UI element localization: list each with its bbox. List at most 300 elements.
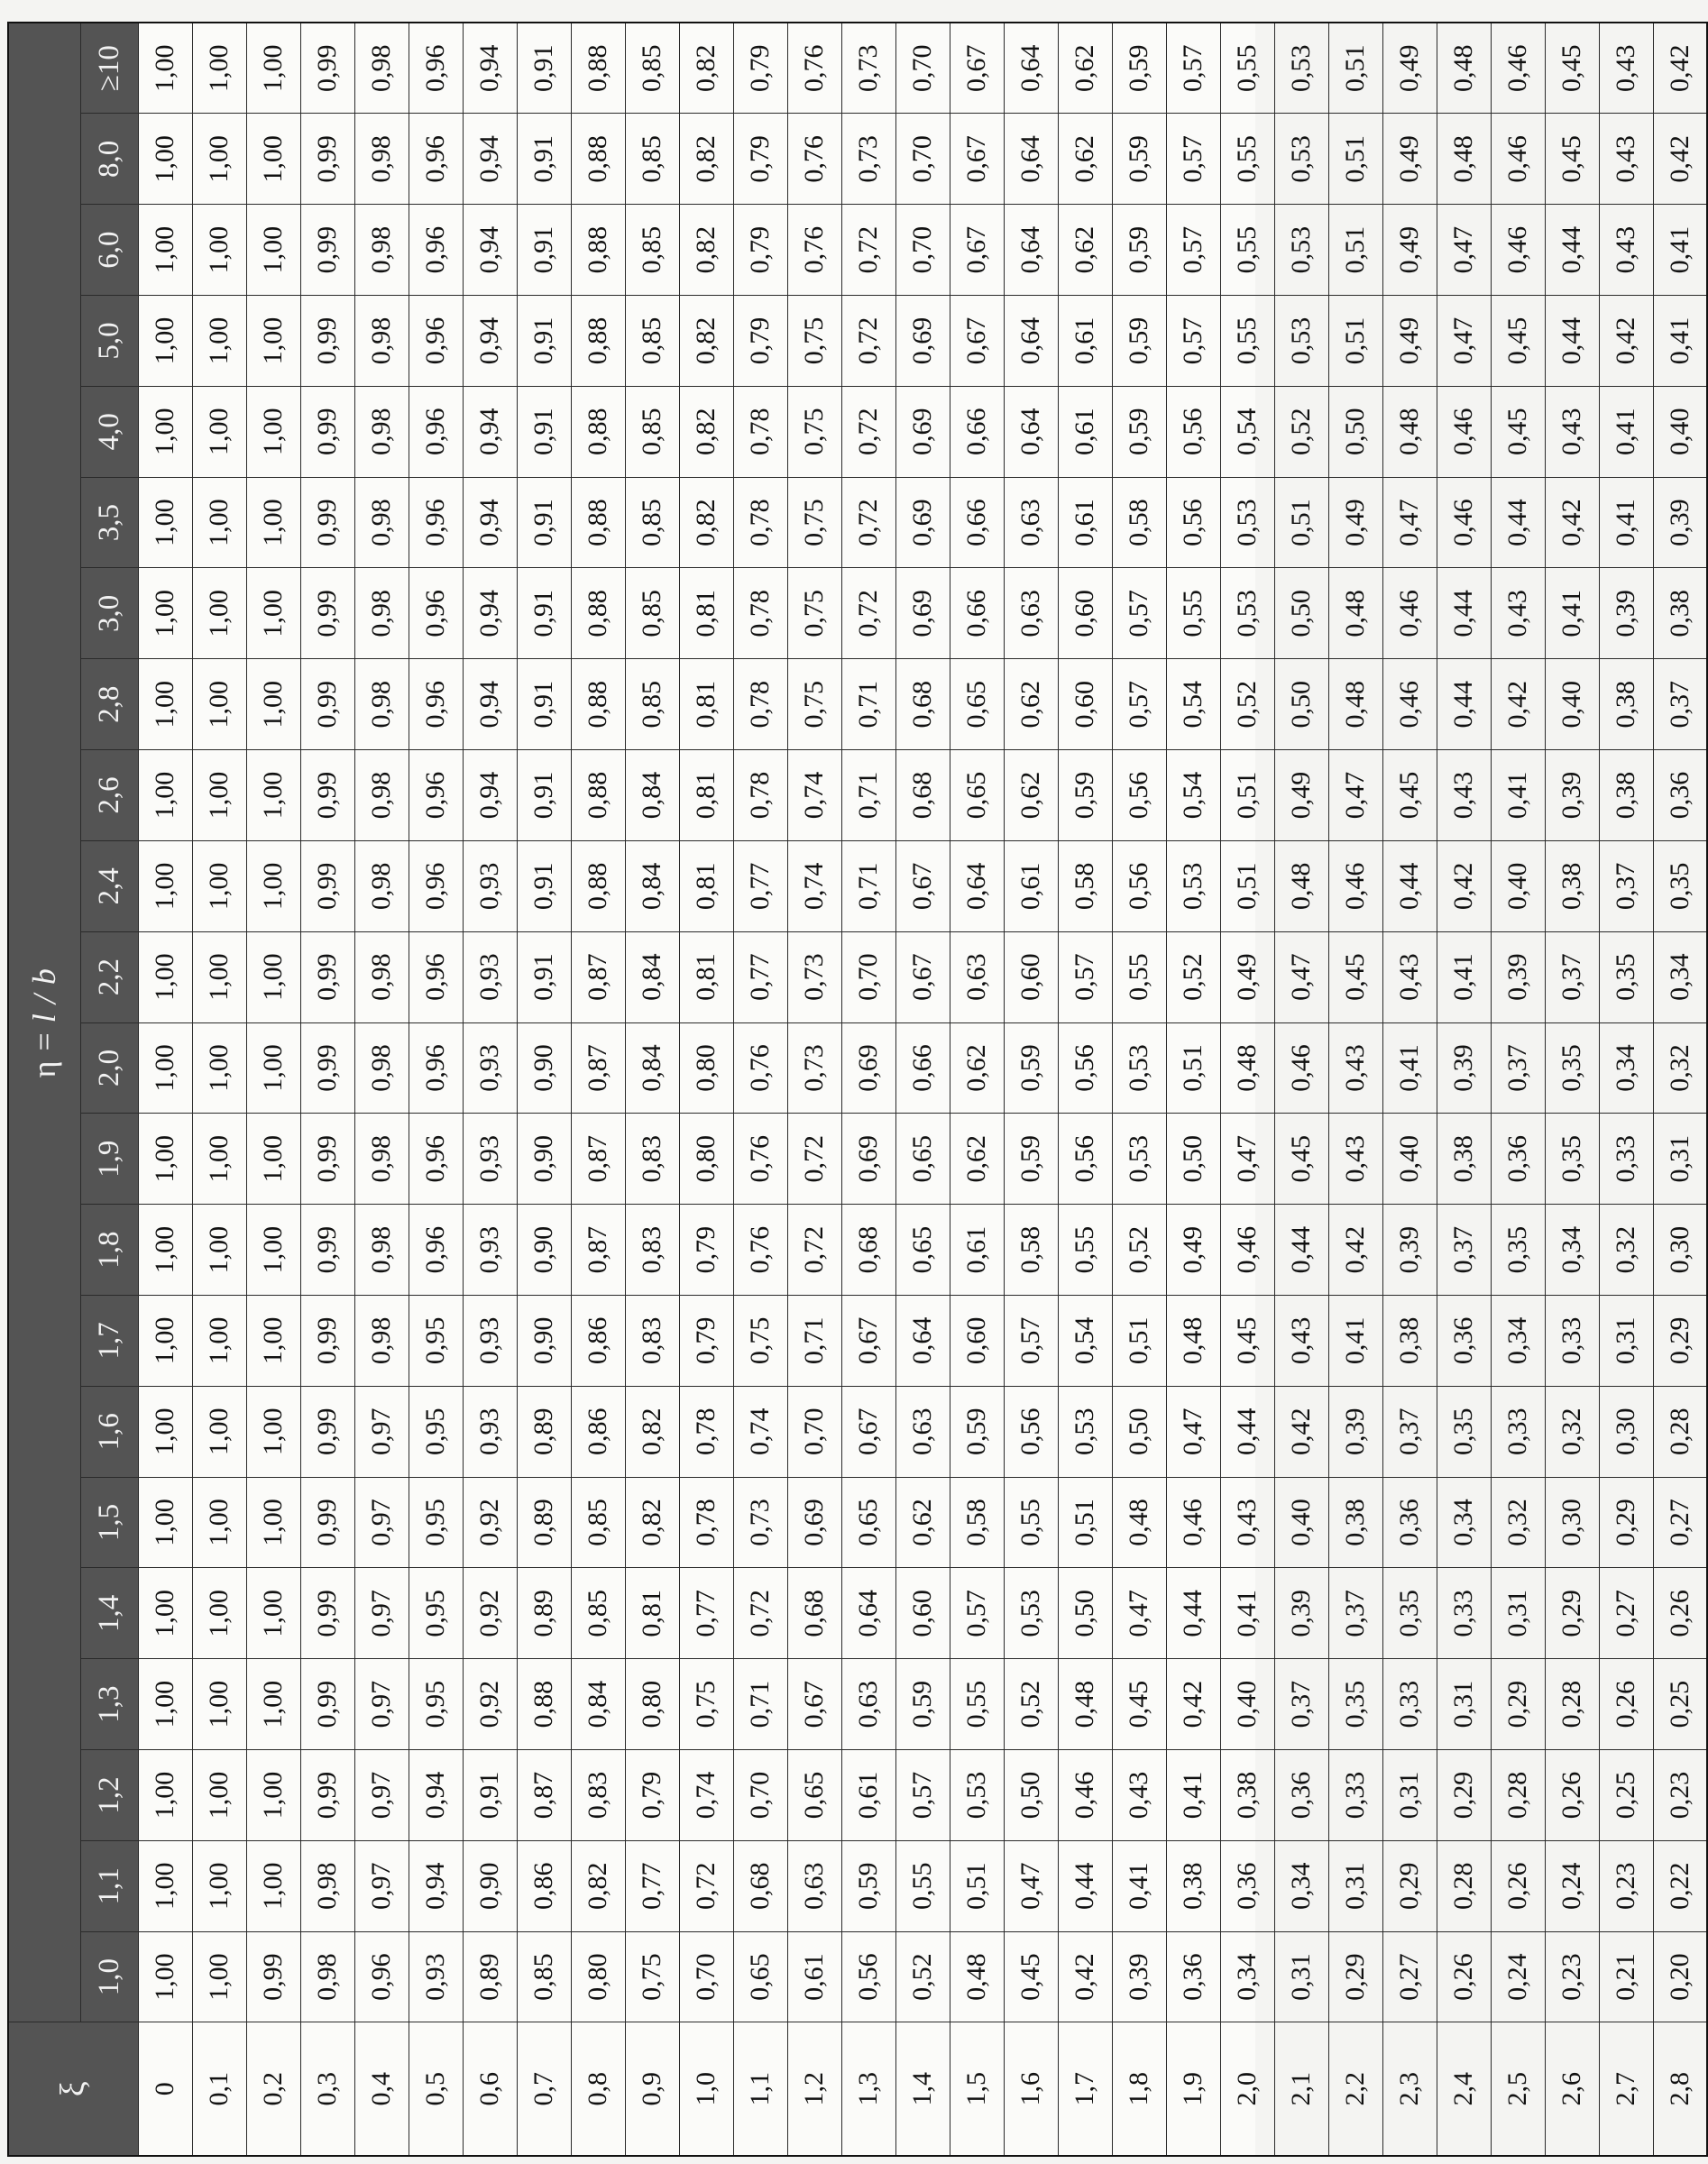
- coefficient-cell: 0,80: [679, 1114, 733, 1205]
- coefficient-cell: 0,70: [895, 205, 950, 296]
- eta-value-header: 1,7: [80, 1296, 138, 1387]
- coefficient-cell: 0,98: [354, 840, 409, 931]
- coefficient-cell: 0,31: [1653, 1114, 1707, 1205]
- coefficient-cell: 0,55: [1220, 296, 1274, 387]
- coefficient-cell: 0,62: [950, 1022, 1004, 1114]
- coefficient-cell: 0,65: [950, 659, 1004, 750]
- coefficient-cell: 0,64: [950, 840, 1004, 931]
- coefficient-cell: 0,64: [895, 1296, 950, 1387]
- coefficient-cell: 0,50: [1004, 1750, 1058, 1841]
- table-row: [1491, 23, 1545, 2156]
- table-row: [1653, 23, 1707, 2156]
- coefficient-cell: 0,93: [463, 840, 517, 931]
- coefficient-cell: 0,47: [1004, 1840, 1058, 1931]
- coefficient-cell: 0,42: [1437, 840, 1491, 931]
- xi-value-cell: 0,4: [354, 2022, 409, 2156]
- coefficient-cell: 0,86: [517, 1840, 571, 1931]
- coefficient-cell: 1,00: [246, 1477, 300, 1568]
- coefficient-cell: 0,68: [733, 1840, 787, 1931]
- coefficient-cell: 0,45: [1545, 114, 1599, 205]
- table-row: [1599, 23, 1653, 2156]
- coefficient-cell: 0,45: [1328, 931, 1382, 1022]
- coefficient-cell: 1,00: [246, 1022, 300, 1114]
- coefficient-cell: 0,44: [1545, 205, 1599, 296]
- coefficient-cell: 0,59: [841, 1840, 895, 1931]
- coefficient-cell: 0,46: [1382, 568, 1437, 659]
- coefficient-cell: 0,47: [1220, 1114, 1274, 1205]
- coefficient-cell: 0,22: [1653, 1840, 1707, 1931]
- coefficient-cell: 0,57: [1112, 568, 1166, 659]
- coefficient-cell: 0,59: [895, 1659, 950, 1750]
- coefficient-cell: 0,94: [463, 205, 517, 296]
- xi-value-cell: 2,3: [1382, 2022, 1437, 2156]
- coefficient-cell: 0,66: [895, 1022, 950, 1114]
- coefficient-cell: 0,89: [517, 1386, 571, 1477]
- coefficient-cell: 0,98: [354, 659, 409, 750]
- coefficient-cell: 0,84: [625, 840, 679, 931]
- coefficient-cell: 0,64: [1004, 386, 1058, 477]
- coefficient-cell: 0,41: [1328, 1296, 1382, 1387]
- coefficient-cell: 0,45: [1004, 1931, 1058, 2022]
- coefficient-cell: 0,78: [679, 1477, 733, 1568]
- coefficient-cell: 0,30: [1545, 1477, 1599, 1568]
- coefficient-cell: 0,98: [354, 750, 409, 841]
- coefficient-cell: 0,57: [1112, 659, 1166, 750]
- coefficient-cell: 1,00: [138, 1205, 192, 1296]
- coefficient-cell: 0,31: [1491, 1568, 1545, 1659]
- coefficient-cell: 0,98: [354, 386, 409, 477]
- coefficient-cell: 0,34: [1653, 931, 1707, 1022]
- coefficient-cell: 0,46: [1166, 1477, 1220, 1568]
- coefficient-cell: 0,37: [1437, 1205, 1491, 1296]
- coefficient-cell: 0,88: [571, 296, 625, 387]
- xi-value-cell: 1,9: [1166, 2022, 1220, 2156]
- coefficient-cell: 0,35: [1382, 1568, 1437, 1659]
- eta-value-header: 1,2: [80, 1750, 138, 1841]
- coefficient-cell: 0,58: [1112, 477, 1166, 568]
- coefficient-cell: 0,64: [1004, 296, 1058, 387]
- coefficient-cell: 0,77: [625, 1840, 679, 1931]
- eta-value-header: 2,0: [80, 1022, 138, 1114]
- table-row: [1382, 23, 1437, 2156]
- coefficient-cell: 0,99: [300, 1296, 354, 1387]
- coefficient-cell: 0,28: [1437, 1840, 1491, 1931]
- coefficient-cell: 0,82: [679, 114, 733, 205]
- xi-value-cell: 0,6: [463, 2022, 517, 2156]
- coefficient-cell: 0,50: [1112, 1386, 1166, 1477]
- coefficient-cell: 1,00: [192, 386, 246, 477]
- coefficient-cell: 0,96: [409, 931, 463, 1022]
- coefficient-cell: 0,30: [1653, 1205, 1707, 1296]
- coefficient-cell: 0,75: [679, 1659, 733, 1750]
- coefficient-cell: 0,23: [1653, 1750, 1707, 1841]
- coefficient-cell: 0,70: [895, 114, 950, 205]
- coefficient-cell: 0,67: [950, 296, 1004, 387]
- coefficient-cell: 0,29: [1328, 1931, 1382, 2022]
- coefficient-cell: 0,53: [1004, 1568, 1058, 1659]
- coefficient-cell: 0,63: [841, 1659, 895, 1750]
- coefficient-cell: 0,50: [1274, 568, 1328, 659]
- coefficient-cell: 0,99: [300, 1477, 354, 1568]
- coefficient-cell: 0,57: [1166, 205, 1220, 296]
- coefficient-cell: 1,00: [192, 1386, 246, 1477]
- coefficient-cell: 0,57: [1166, 296, 1220, 387]
- coefficient-cell: 0,73: [841, 23, 895, 114]
- table-row: [841, 23, 895, 2156]
- eta-formula: l / b: [26, 967, 63, 1023]
- coefficient-cell: 0,72: [841, 296, 895, 387]
- coefficient-cell: 0,99: [300, 1386, 354, 1477]
- coefficient-cell: 0,40: [1545, 659, 1599, 750]
- coefficient-cell: 0,99: [300, 23, 354, 114]
- coefficient-cell: 0,41: [1166, 1750, 1220, 1841]
- coefficient-cell: 0,51: [1328, 296, 1382, 387]
- xi-value-cell: 0,1: [192, 2022, 246, 2156]
- coefficient-cell: 0,88: [571, 205, 625, 296]
- coefficient-cell: 0,52: [1166, 931, 1220, 1022]
- coefficient-cell: 0,98: [354, 568, 409, 659]
- coefficient-cell: 1,00: [246, 659, 300, 750]
- coefficient-cell: 1,00: [138, 1386, 192, 1477]
- eta-value-header: 1,4: [80, 1568, 138, 1659]
- table-row: [679, 23, 733, 2156]
- coefficient-cell: 0,59: [950, 1386, 1004, 1477]
- xi-value-cell: 2,6: [1545, 2022, 1599, 2156]
- coefficient-cell: 0,38: [1599, 659, 1653, 750]
- coefficient-cell: 0,93: [409, 1931, 463, 2022]
- coefficient-cell: 1,00: [192, 1659, 246, 1750]
- xi-value-cell: 1,3: [841, 2022, 895, 2156]
- coefficient-cell: 0,48: [950, 1931, 1004, 2022]
- coefficient-cell: 0,81: [679, 840, 733, 931]
- coefficient-cell: 0,43: [1545, 386, 1599, 477]
- coefficient-cell: 0,41: [1599, 386, 1653, 477]
- coefficient-cell: 0,54: [1166, 659, 1220, 750]
- coefficient-cell: 0,31: [1382, 1750, 1437, 1841]
- coefficient-cell: 0,95: [409, 1296, 463, 1387]
- coefficient-cell: 0,67: [950, 23, 1004, 114]
- coefficient-cell: 0,39: [1382, 1205, 1437, 1296]
- coefficient-cell: 1,00: [192, 659, 246, 750]
- coefficient-cell: 0,71: [841, 659, 895, 750]
- coefficient-cell: 0,72: [787, 1205, 841, 1296]
- coefficient-cell: 1,00: [246, 1568, 300, 1659]
- coefficient-cell: 0,37: [1274, 1659, 1328, 1750]
- coefficient-cell: 0,83: [625, 1296, 679, 1387]
- table-row: [733, 23, 787, 2156]
- coefficient-cell: 0,79: [733, 114, 787, 205]
- coefficient-cell: 0,45: [1491, 386, 1545, 477]
- coefficient-cell: 0,63: [1004, 568, 1058, 659]
- coefficient-cell: 0,38: [1653, 568, 1707, 659]
- coefficient-cell: 0,36: [1437, 1296, 1491, 1387]
- coefficient-cell: 0,23: [1599, 1840, 1653, 1931]
- coefficient-cell: 0,71: [841, 750, 895, 841]
- coefficient-cell: 0,57: [1166, 23, 1220, 114]
- coefficient-cell: 0,74: [733, 1386, 787, 1477]
- eta-value-header: 2,6: [80, 750, 138, 841]
- coefficient-cell: 0,56: [1112, 840, 1166, 931]
- coefficient-cell: 1,00: [246, 386, 300, 477]
- coefficient-cell: 0,38: [1220, 1750, 1274, 1841]
- coefficient-cell: 0,91: [517, 659, 571, 750]
- coefficient-cell: 0,82: [625, 1477, 679, 1568]
- xi-value-cell: 0,2: [246, 2022, 300, 2156]
- coefficient-cell: 0,81: [679, 750, 733, 841]
- coefficient-cell: 0,53: [1058, 1386, 1112, 1477]
- coefficient-cell: 0,51: [1328, 114, 1382, 205]
- coefficient-cell: 0,71: [787, 1296, 841, 1387]
- coefficient-cell: 0,46: [1328, 840, 1382, 931]
- coefficient-cell: 0,44: [1437, 659, 1491, 750]
- coefficient-cell: 0,53: [950, 1750, 1004, 1841]
- coefficient-cell: 0,99: [300, 1750, 354, 1841]
- coefficient-cell: 0,53: [1220, 477, 1274, 568]
- coefficient-cell: 1,00: [138, 205, 192, 296]
- coefficient-cell: 0,45: [1545, 23, 1599, 114]
- coefficient-cell: 0,50: [1166, 1114, 1220, 1205]
- xi-value-cell: 0,7: [517, 2022, 571, 2156]
- table-row: [1274, 23, 1328, 2156]
- coefficient-cell: 0,89: [463, 1931, 517, 2022]
- eta-value-header: 1,6: [80, 1386, 138, 1477]
- coefficient-cell: 0,54: [1058, 1296, 1112, 1387]
- coefficient-cell: 0,35: [1653, 840, 1707, 931]
- coefficient-cell: 0,49: [1382, 296, 1437, 387]
- coefficient-cell: 0,82: [679, 477, 733, 568]
- coefficient-cell: 0,39: [1328, 1386, 1382, 1477]
- coefficient-cell: 0,76: [787, 205, 841, 296]
- coefficient-cell: 1,00: [246, 477, 300, 568]
- coefficient-cell: 0,81: [679, 931, 733, 1022]
- coefficient-cell: 0,86: [571, 1296, 625, 1387]
- coefficient-cell: 0,42: [1328, 1205, 1382, 1296]
- table-row: [354, 23, 409, 2156]
- coefficient-cell: 0,26: [1437, 1931, 1491, 2022]
- coefficient-cell: 0,63: [895, 1386, 950, 1477]
- coefficient-cell: 0,60: [1004, 931, 1058, 1022]
- coefficient-cell: 0,68: [895, 659, 950, 750]
- coefficient-cell: 0,48: [1112, 1477, 1166, 1568]
- coefficient-cell: 0,46: [1491, 114, 1545, 205]
- xi-value-cell: 0,8: [571, 2022, 625, 2156]
- coefficient-cell: 0,85: [625, 386, 679, 477]
- coefficient-cell: 1,00: [246, 840, 300, 931]
- coefficient-cell: 0,93: [463, 1022, 517, 1114]
- coefficient-cell: 0,72: [841, 477, 895, 568]
- coefficient-cell: 0,50: [1274, 659, 1328, 750]
- eta-value-header: 1,0: [80, 1931, 138, 2022]
- coefficient-cell: 0,84: [625, 1022, 679, 1114]
- coefficient-cell: 0,70: [787, 1386, 841, 1477]
- coefficient-cell: 0,27: [1382, 1931, 1437, 2022]
- coefficient-cell: 0,75: [625, 1931, 679, 2022]
- coefficient-cell: 1,00: [138, 931, 192, 1022]
- coefficient-cell: 0,88: [571, 386, 625, 477]
- coefficient-cell: 0,96: [409, 750, 463, 841]
- coefficient-cell: 0,87: [571, 1022, 625, 1114]
- coefficient-cell: 0,29: [1491, 1659, 1545, 1750]
- coefficient-cell: 0,97: [354, 1386, 409, 1477]
- coefficient-cell: 0,90: [517, 1205, 571, 1296]
- coefficient-cell: 0,78: [733, 477, 787, 568]
- coefficient-cell: 0,37: [1653, 659, 1707, 750]
- coefficient-cell: 0,62: [1004, 750, 1058, 841]
- coefficient-cell: 0,68: [895, 750, 950, 841]
- coefficient-cell: 1,00: [138, 1750, 192, 1841]
- coefficient-cell: 0,55: [1220, 114, 1274, 205]
- coefficient-cell: 0,41: [1437, 931, 1491, 1022]
- coefficient-cell: 0,55: [950, 1659, 1004, 1750]
- coefficient-cell: 0,80: [679, 1022, 733, 1114]
- coefficient-cell: 0,44: [1274, 1205, 1328, 1296]
- coefficient-cell: 0,27: [1653, 1477, 1707, 1568]
- coefficient-cell: 0,88: [571, 477, 625, 568]
- coefficient-cell: 0,46: [1058, 1750, 1112, 1841]
- coefficient-cell: 1,00: [192, 1750, 246, 1841]
- coefficient-cell: 1,00: [138, 568, 192, 659]
- coefficient-cell: 0,70: [841, 931, 895, 1022]
- coefficient-cell: 0,82: [679, 296, 733, 387]
- coefficient-cell: 0,42: [1274, 1386, 1328, 1477]
- eta-value-header: 2,4: [80, 840, 138, 931]
- coefficient-cell: 0,75: [733, 1296, 787, 1387]
- coefficient-cell: 0,70: [733, 1750, 787, 1841]
- coefficient-cell: 0,47: [1166, 1386, 1220, 1477]
- coefficient-cell: 0,95: [409, 1659, 463, 1750]
- eta-value-header: 8,0: [80, 114, 138, 205]
- coefficient-cell: 1,00: [246, 205, 300, 296]
- coefficient-cell: 0,84: [625, 931, 679, 1022]
- coefficient-cell: 0,76: [787, 23, 841, 114]
- coefficient-cell: 0,51: [1058, 1477, 1112, 1568]
- coefficient-cell: 0,82: [679, 386, 733, 477]
- coefficient-cell: 0,69: [841, 1022, 895, 1114]
- coefficient-cell: 0,26: [1599, 1659, 1653, 1750]
- xi-column-header: ξ: [8, 2022, 138, 2156]
- coefficient-cell: 0,71: [841, 840, 895, 931]
- coefficient-cell: 0,54: [1166, 750, 1220, 841]
- coefficient-cell: 0,63: [950, 931, 1004, 1022]
- coefficient-cell: 0,57: [950, 1568, 1004, 1659]
- coefficient-cell: 0,69: [841, 1114, 895, 1205]
- coefficient-cell: 1,00: [192, 1477, 246, 1568]
- coefficient-cell: 0,42: [1491, 659, 1545, 750]
- coefficient-cell: 0,36: [1491, 1114, 1545, 1205]
- coefficient-cell: 0,65: [895, 1114, 950, 1205]
- coefficient-cell: 0,59: [1112, 205, 1166, 296]
- coefficient-cell: 0,99: [300, 1659, 354, 1750]
- coefficient-cell: 0,57: [1058, 931, 1112, 1022]
- coefficient-cell: 0,50: [1058, 1568, 1112, 1659]
- coefficient-cell: 0,99: [300, 1022, 354, 1114]
- coefficient-cell: 0,99: [300, 568, 354, 659]
- coefficient-cell: 0,44: [1166, 1568, 1220, 1659]
- eta-value-header: 3,0: [80, 568, 138, 659]
- table-row: [300, 23, 354, 2156]
- coefficient-cell: 0,43: [1328, 1022, 1382, 1114]
- coefficient-cell: 0,46: [1491, 205, 1545, 296]
- coefficient-cell: 0,90: [517, 1022, 571, 1114]
- coefficient-cell: 0,37: [1545, 931, 1599, 1022]
- coefficient-table: [7, 22, 1708, 2157]
- coefficient-cell: 0,51: [950, 1840, 1004, 1931]
- coefficient-cell: 0,53: [1112, 1114, 1166, 1205]
- coefficient-cell: 1,00: [192, 1931, 246, 2022]
- coefficient-cell: 0,97: [354, 1840, 409, 1931]
- coefficient-cell: 0,66: [950, 477, 1004, 568]
- coefficient-cell: 0,99: [300, 1205, 354, 1296]
- coefficient-cell: 1,00: [138, 1022, 192, 1114]
- coefficient-cell: 0,29: [1653, 1296, 1707, 1387]
- coefficient-cell: 0,29: [1599, 1477, 1653, 1568]
- coefficient-cell: 0,48: [1058, 1659, 1112, 1750]
- coefficient-cell: 0,59: [1112, 23, 1166, 114]
- coefficient-cell: 0,47: [1328, 750, 1382, 841]
- coefficient-cell: 0,85: [625, 477, 679, 568]
- coefficient-cell: 0,85: [517, 1931, 571, 2022]
- coefficient-cell: 1,00: [246, 1205, 300, 1296]
- coefficient-cell: 0,39: [1545, 750, 1599, 841]
- coefficient-cell: 0,53: [1166, 840, 1220, 931]
- coefficient-cell: 0,71: [733, 1659, 787, 1750]
- coefficient-cell: 0,88: [517, 1659, 571, 1750]
- coefficient-cell: 1,00: [138, 1568, 192, 1659]
- coefficient-cell: 1,00: [246, 23, 300, 114]
- coefficient-cell: 0,85: [571, 1477, 625, 1568]
- coefficient-cell: 0,89: [517, 1477, 571, 1568]
- coefficient-cell: 0,57: [895, 1750, 950, 1841]
- coefficient-cell: 0,93: [463, 1296, 517, 1387]
- coefficient-cell: 1,00: [192, 477, 246, 568]
- coefficient-cell: 0,48: [1166, 1296, 1220, 1387]
- table-row: [625, 23, 679, 2156]
- coefficient-cell: 0,94: [463, 114, 517, 205]
- coefficient-cell: 0,73: [787, 1022, 841, 1114]
- coefficient-cell: 0,47: [1382, 477, 1437, 568]
- coefficient-cell: 0,42: [1166, 1659, 1220, 1750]
- coefficient-cell: 0,55: [1166, 568, 1220, 659]
- coefficient-cell: 0,56: [1166, 477, 1220, 568]
- coefficient-cell: 0,34: [1491, 1296, 1545, 1387]
- coefficient-cell: 1,00: [246, 1840, 300, 1931]
- coefficient-cell: 0,75: [787, 659, 841, 750]
- coefficient-cell: 0,60: [950, 1296, 1004, 1387]
- coefficient-cell: 0,34: [1220, 1931, 1274, 2022]
- coefficient-cell: 0,56: [841, 1931, 895, 2022]
- scanned-table-page: [7, 22, 1694, 2157]
- coefficient-cell: 0,57: [1166, 114, 1220, 205]
- coefficient-cell: 0,61: [1058, 477, 1112, 568]
- coefficient-cell: 0,95: [409, 1386, 463, 1477]
- coefficient-cell: 0,43: [1599, 114, 1653, 205]
- coefficient-cell: 0,43: [1437, 750, 1491, 841]
- coefficient-cell: 1,00: [246, 1750, 300, 1841]
- coefficient-cell: 1,00: [192, 1296, 246, 1387]
- coefficient-cell: 0,91: [517, 205, 571, 296]
- coefficient-cell: 0,36: [1220, 1840, 1274, 1931]
- coefficient-cell: 0,65: [787, 1750, 841, 1841]
- coefficient-cell: 0,34: [1545, 1205, 1599, 1296]
- eta-value-header: 4,0: [80, 386, 138, 477]
- coefficient-cell: 1,00: [192, 296, 246, 387]
- coefficient-cell: 0,67: [841, 1296, 895, 1387]
- coefficient-cell: 0,59: [1004, 1022, 1058, 1114]
- coefficient-cell: 0,33: [1545, 1296, 1599, 1387]
- coefficient-cell: 0,45: [1274, 1114, 1328, 1205]
- coefficient-cell: 0,44: [1220, 1386, 1274, 1477]
- coefficient-cell: 0,79: [733, 296, 787, 387]
